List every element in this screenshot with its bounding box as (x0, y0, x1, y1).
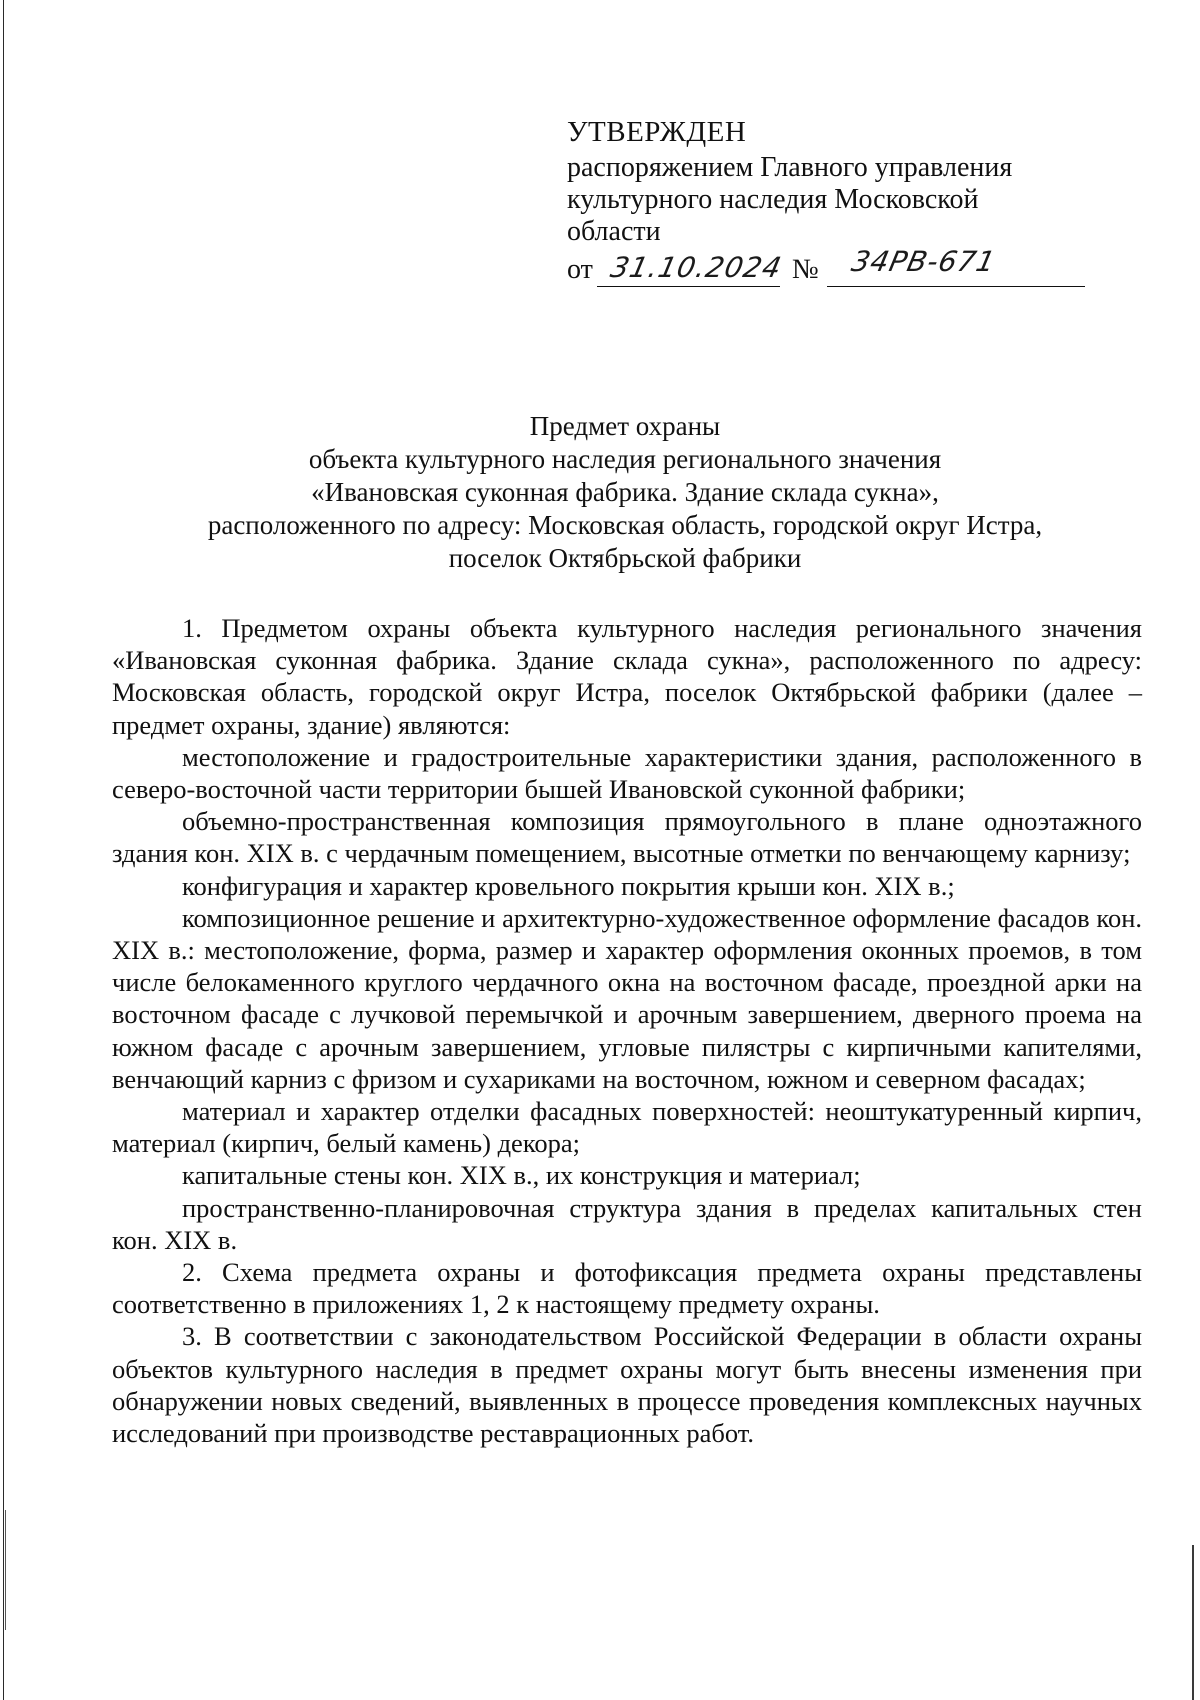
approval-date-number-row (567, 245, 1087, 290)
title-line: расположенного по адресу: Московская область, городской округ Истра, (207, 510, 1043, 540)
document-body (112, 612, 1142, 1449)
title-line: поселок Октябрьской фабрики (448, 543, 802, 573)
approval-title: УТВЕРЖДЕН (567, 116, 747, 148)
approval-stamp-block (567, 116, 1087, 290)
number-underline (827, 286, 1085, 287)
scan-edge-line (5, 1510, 6, 1630)
handwritten-date: 31.10.2024 (607, 251, 785, 284)
date-underline (597, 286, 780, 287)
scan-edge-line (1192, 1545, 1194, 1700)
number-label: № (792, 254, 819, 285)
paragraph: местоположение и градостроительные характеристики здания, расположенного в северо-восточной части территории бышей Ивановской суконной фабрики; (112, 741, 1142, 805)
from-label: от (567, 254, 593, 285)
paragraph: конфигурация и характер кровельного покрытия крыши кон. XIX в.; (182, 870, 955, 901)
paragraph: материал и характер отделки фасадных поверхностей: неоштукатуренный кирпич, материал (кирпич, белый камень) декора; (112, 1096, 1142, 1159)
paragraph: пространственно-планировочная структура здания в пределах капитальных стен кон. XIX в. (112, 1192, 1142, 1255)
title-line: Предмет охраны (529, 411, 721, 441)
paragraph: 3. В соответствии с законодательством Российской Федерации в области охраны объектов культурного наследия в предмет охраны могут быть внесены изменения при обнаружении новых сведений, выявленных в процессе проведения комплексных научных исследований при производстве реставрационных работ. (112, 1321, 1142, 1449)
handwritten-number: 34РВ-671 (848, 245, 999, 278)
paragraph: капитальные стены кон. XIX в., их конструкция и материал; (182, 1160, 861, 1191)
paragraph: композиционное решение и архитектурно-художественное оформление фасадов кон. XIX в.: местоположение, форма, размер и характер оформления оконных проемов, в том числе белокаменного круглого чердачного окна на восточном фасаде, проездной арки на восточном фасаде с лучковой перемычкой и арочным завершением, дверного проема на южном фасаде с арочным завершением, угловые пилястры с кирпичными капителями, венчающий карниз с фризом и сухариками на восточном, южном и северном фасадах; (112, 902, 1142, 1094)
title-line: объекта культурного наследия регионального значения (308, 444, 942, 474)
approval-line: распоряжением Главного управления (567, 152, 1013, 183)
paragraph: 1. Предметом охраны объекта культурного наследия регионального значения «Ивановская суконная фабрика. Здание склада сукна», расположенного по адресу: Московская область, городской округ Истра, поселок Октябрьской фабрики (далее – предмет охраны, здание) являются: (112, 613, 1142, 740)
approval-line: культурного наследия Московской (567, 184, 979, 215)
paragraph: 2. Схема предмета охраны и фотофиксация предмета охраны представлены соответственно в приложениях 1, 2 к настоящему предмету охраны. (112, 1257, 1142, 1320)
title-line: «Ивановская суконная фабрика. Здание склада сукна», (311, 477, 939, 507)
document-title (110, 410, 1140, 575)
approval-line: области (567, 216, 661, 247)
scan-edge-line (3, 0, 4, 1700)
paragraph: объемно-пространственная композиция прямоугольного в плане одноэтажного здания кон. XIX в. с чердачным помещением, высотные отметки по венчающему карнизу; (112, 806, 1142, 869)
